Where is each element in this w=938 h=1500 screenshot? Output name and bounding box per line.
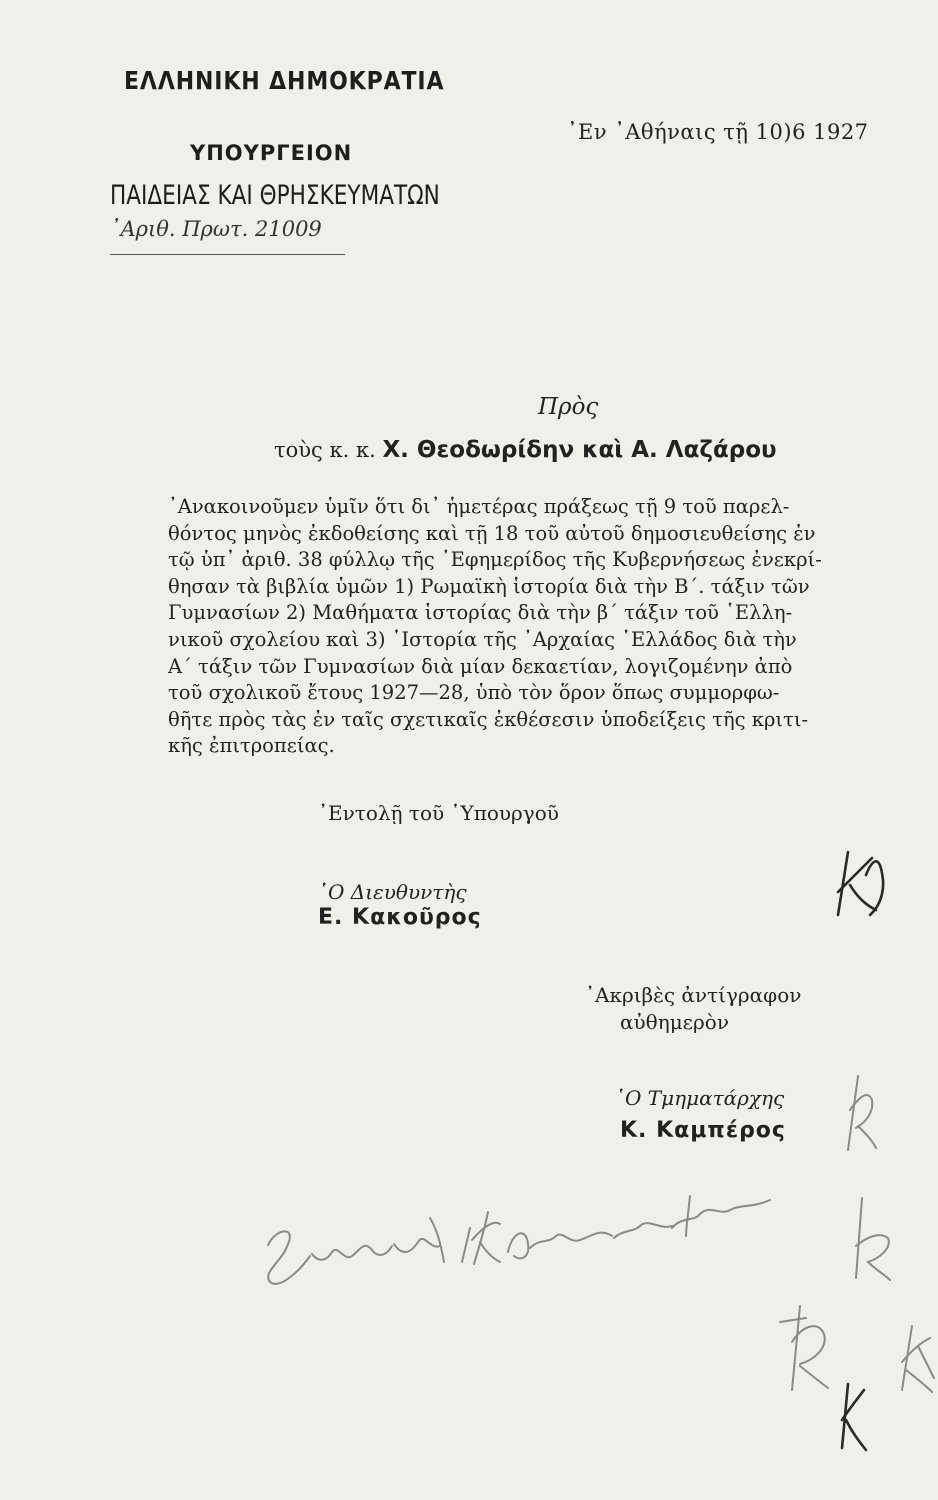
body-line: θόντος μηνὸς ἐκδοθείσης καὶ τῇ 18 τοῦ αὐτοῦ δημοσιευθείσης ἐν [168,521,816,545]
initials-signature-1 [838,852,883,915]
body-line: Γυμνασίων 2) Μαθήματα ἱστορίας διὰ τὴν β΄ τάξιν τοῦ ῾Ελλη- [168,601,793,625]
margin-initials [780,1198,934,1450]
addressee-line [274,437,777,463]
letterhead-country: ΕΛΛΗΝΙΚΗ ΔΗΜΟΚΡΑΤΙΑ [124,66,445,95]
body-line: τοῦ σχολικοῦ ἔτους 1927—28, ὑπὸ τὸν ὅρον ὅπως συμμορφω- [168,681,780,705]
body-line: Α΄ τάξιν τῶν Γυμνασίων διὰ μίαν δεκαετίαν, λογιζομένην ἀπὸ [168,654,793,678]
addressee-heading: Πρὸς [538,394,599,420]
body-line: ᾽Ανακοινοῦμεν ὑμῖν ὅτι δι᾽ ἡμετέρας πράξεως τῇ 9 τοῦ παρελ- [168,495,790,518]
addressee-prefix: τοὺς κ. κ. [274,438,376,462]
body-line: νικοῦ σχολείου καὶ 3) ῾Ιστορία τῆς ᾽Αρχαίας ῾Ελλάδος διὰ τὴν [168,627,797,651]
pencil-signature [268,1196,770,1284]
date-line: ᾽Εν ᾽Αθήναις τῇ 10)6 1927 [567,120,869,144]
section-chief-name: Κ. Καμπέρος [620,1118,786,1143]
protocol-underline [110,254,345,255]
letterhead-ministry: ΠΑΙΔΕΙΑΣ ΚΑΙ ΘΡΗΣΚΕΥΜΑΤΩΝ [110,180,440,211]
director-title: ῾Ο Διευθυντὴς [318,880,467,904]
body-line: θησαν τὰ βιβλία ὑμῶν 1) Ρωμαϊκὴ ἱστορία διὰ τὴν Β΄. τάξιν τῶν [168,574,810,598]
letterhead-label: ΥΠΟΥΡΓΕΙΟΝ [190,141,353,165]
initials-signature-2 [848,1076,876,1150]
certified-copy-line: ᾽Ακριβὲς ἀντίγραφον [585,983,802,1007]
body-line: θῆτε πρὸς τὰς ἐν ταῖς σχετικαῖς ἐκθέσεσιν ὑποδείξεις τῆς κριτι- [168,707,809,731]
section-chief-title: ῾Ο Τμηματάρχης [615,1086,785,1110]
letter-body [168,494,934,760]
body-line: κῆς ἐπιτροπείας. [168,734,335,758]
protocol-number: ᾽Αριθ. Πρωτ. 21009 [110,217,322,241]
body-line: τῷ ὑπ᾽ ἀριθ. 38 φύλλῳ τῆς ᾽Εφημερίδος τῆς Κυβερνήσεως ἐνεκρί- [168,548,822,572]
director-name: Ε. Κακοῦρος [318,905,482,930]
addressee-names: Χ. Θεοδωρίδην καὶ Α. Λαζάρου [382,437,777,463]
order-line: ᾽Εντολῇ τοῦ ῾Υπουργοῦ [318,801,559,825]
certified-copy-date: αὐθημερὸν [620,1010,730,1034]
